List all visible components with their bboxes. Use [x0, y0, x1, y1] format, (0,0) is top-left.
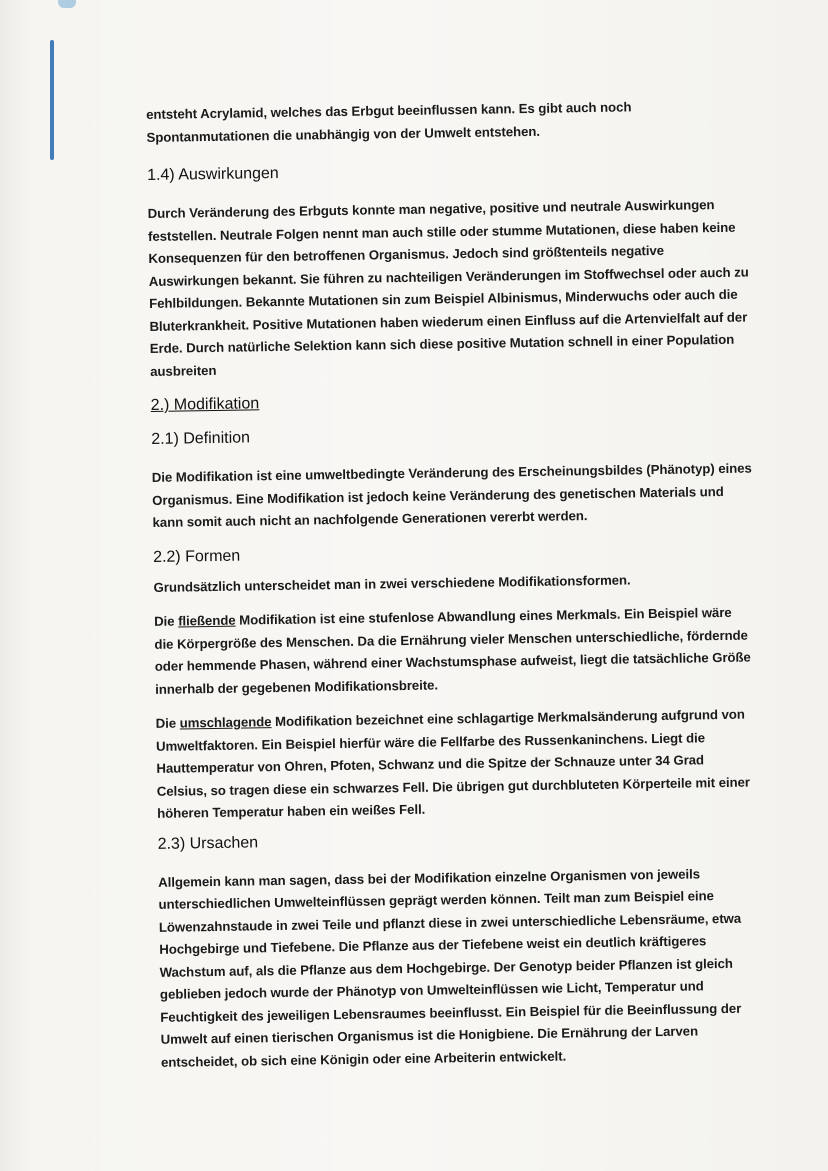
paragraph-definition: Die Modifikation ist eine umweltbedingte Veränderung des Erscheinungsbildes (Phänotyp) eines Organismus. Eine Modifikation ist jedoch keine Veränderung des genetischen Materials und kann somit auch nicht an nachfolgende Generationen vererbt werden. — [151, 460, 752, 530]
paragraph-formen-intro: Grundsätzlich unterscheidet man in zwei verschiedene Modifikationsformen. — [153, 571, 631, 595]
umschlagend-text: Modifikation bezeichnet eine schlagartige Merkmalsänderung aufgrund von Umweltfaktoren. Ein Beispiel hierfür wäre die Fellfarbe des Russenkaninchens. Liegt die Hauttemperatur von Ohren, Pfoten, Schwanz und die Spitze der Schnauze unter 34 Grad Celsius, so tragen diese ein schwarzes Fell. Die übrigen gut durchbluteten Körperteile mit einer höheren Temperatur haben ein weißes Fell. — [155, 706, 751, 821]
umschlagend-prefix: Die — [155, 715, 180, 731]
heading-2: 2.) Modifikation — [150, 395, 260, 414]
term-fliessende: fließende — [178, 612, 236, 629]
paragraph-umschlagende-modifikation — [156, 704, 758, 826]
term-umschlagende: umschlagende — [179, 714, 272, 731]
binder-edge-mark — [50, 40, 54, 160]
paragraph-fliessende-modifikation — [154, 602, 755, 701]
heading-2-3: 2.3) Ursachen — [157, 833, 259, 853]
fliessend-prefix: Die — [154, 613, 179, 629]
paragraph-ursachen: Allgemein kann man sagen, dass bei der Modifikation einzelne Organismen von jeweils unterschiedlichen Umwelteinflüssen geprägt werden können. Teilt man zum Beispiel eine Löwenzahnstaude in zwei Teile und pflanzt diese in zwei unterschiedliche Lebensräume, etwa Hochgebirge und Tiefebene. Die Pflanze aus der Tiefebene weist ein deutlich kräftigeres Wachstum auf, als die Pflanze aus dem Hochgebirge. Der Genotyp beider Pflanzen ist gleich geblieben jedoch wurde der Phänotyp von Umwelteinflüssen wie Licht, Temperatur und Feuchtigkeit des jeweiligen Lebensraumes beeinflusst. Ein Beispiel für die Beeinflussung der Umwelt auf einen tierischen Organismus ist die Honigbiene. Die Ernährung der Larven entscheidet, ob sich eine Königin oder eine Arbeiterin entwickelt. — [158, 865, 742, 1070]
heading-1-4: 1.4) Auswirkungen — [146, 164, 279, 184]
intro-paragraph: entsteht Acrylamid, welches das Erbgut beeinflussen kann. Es gibt auch noch Spontanmutationen die unabhängig von der Umwelt entstehen. — [146, 99, 632, 145]
heading-2-2: 2.2) Formen — [152, 547, 241, 566]
document-body — [146, 95, 761, 1074]
heading-2-1: 2.1) Definition — [151, 429, 251, 448]
scan-corner-mark — [58, 0, 76, 8]
fliessend-text: Modifikation ist eine stufenlose Abwandlung eines Merkmals. Ein Beispiel wäre die Körpergröße des Menschen. Da die Ernährung vieler Menschen unterschiedliche, fördernde oder hemmende Phasen, während einer Wachstumsphase aufweist, liegt die tatsächliche Größe innerhalb der gegebenen Modifikationsbreite. — [154, 604, 751, 697]
paragraph-auswirkungen: Durch Veränderung des Erbguts konnte man negative, positive und neutrale Auswirkungen feststellen. Neutrale Folgen nennt man auch stille oder stumme Mutationen, diese haben keine Konsequenzen für den betroffenen Organismus. Jedoch sind größtenteils negative Auswirkungen bekannt. Sie führen zu nachteiligen Veränderungen im Stoffwechsel oder auch zu Fehlbildungen. Bekannte Mutationen sin zum Beispiel Albinismus, Minderwuchs oder auch die Bluterkrankheit. Positive Mutationen haben wiederum einen Einfluss auf die Artenvielfalt auf der Erde. Durch natürliche Selektion kann sich diese positive Mutation schnell in einer Population ausbreiten — [147, 197, 749, 379]
